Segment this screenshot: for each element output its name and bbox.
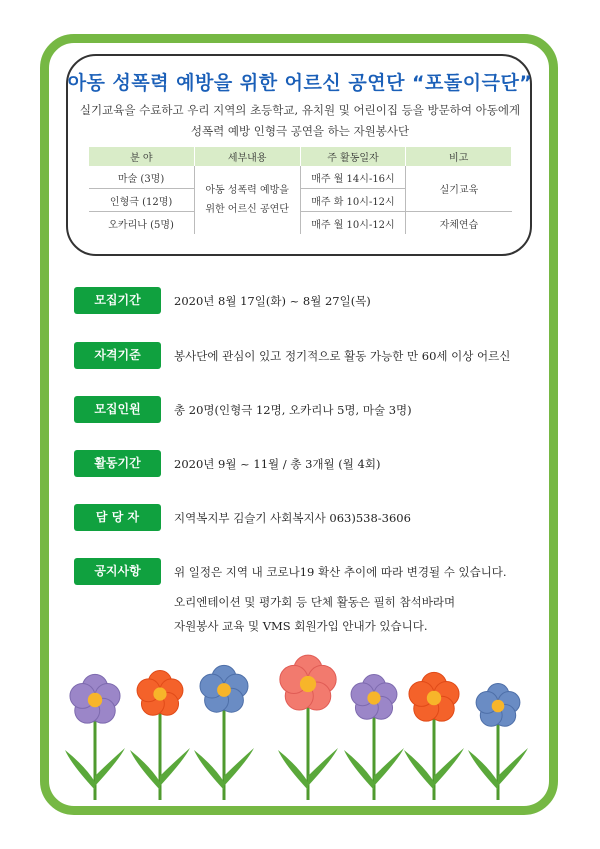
field-cell: 오카리나 (5명) [108, 219, 174, 231]
flower-illustrations [58, 650, 542, 810]
flower-leaf [278, 750, 308, 790]
flower-leaf [468, 750, 498, 790]
flower-leaf [308, 748, 338, 786]
flower-row [65, 655, 528, 800]
flower-leaf [95, 748, 125, 786]
flower-leaf [498, 748, 528, 786]
detail-text: 아동 성폭력 예방을 위한 어르신 공연단 [205, 185, 289, 215]
flower-center [300, 676, 316, 692]
subtitle-line: 성폭력 예방 인형극 공연을 하는 자원봉사단 [190, 124, 410, 138]
section-value: 2020년 9월 ~ 11월 / 총 3개월 (월 4회) [174, 457, 381, 471]
subtitle [74, 100, 526, 142]
flower-center [153, 687, 166, 700]
page-title: 아동 성폭력 예방을 위한 어르신 공연단 “포돌이극단” [67, 72, 533, 94]
section-value: 봉사단에 관심이 있고 정기적으로 활동 가능한 만 60세 이상 어르신 [174, 349, 511, 363]
section-badge: 담 당 자 [74, 504, 161, 531]
flower-center [492, 700, 505, 713]
note-cell: 자체연습 [406, 212, 512, 235]
table-header: 비고 [406, 147, 512, 166]
field-cell: 인형극 (12명) [89, 189, 195, 212]
activity-table [88, 147, 512, 234]
flower-leaf [404, 750, 434, 790]
flower-leaf [194, 750, 224, 790]
flower-center [217, 683, 231, 697]
section-badge: 공지사항 [74, 558, 161, 585]
flower-leaf [130, 750, 160, 790]
table-row [89, 212, 512, 235]
section-badge: 자격기준 [74, 342, 161, 369]
flower-leaf [160, 748, 190, 786]
section-value: 위 일정은 지역 내 코로나19 확산 추이에 따라 변경될 수 있습니다. [174, 565, 507, 579]
flower-center [367, 691, 380, 704]
flower-leaf [434, 748, 464, 786]
note-cell: 실기교육 [406, 166, 512, 212]
flower-leaf [65, 750, 95, 790]
date-cell: 매주 월 14시-16시 [300, 166, 406, 189]
subtitle-line: 실기교육을 수료하고 우리 지역의 초등학교, 유치원 및 어린이집 등을 방문하여 아동에게 [79, 103, 521, 117]
section-value: 지역복지부 김슬기 사회복지사 063)538-3606 [174, 511, 411, 525]
flower-leaf [374, 748, 404, 786]
table-header: 주 활동일자 [300, 147, 406, 166]
date-cell: 매주 월 10시-12시 [300, 212, 406, 235]
table-header: 세부내용 [194, 147, 300, 166]
section-value: 2020년 8월 17일(화) ~ 8월 27일(목) [174, 294, 371, 308]
field-cell: 마술 (3명) [89, 166, 195, 189]
section-badge: 모집기간 [74, 287, 161, 314]
table-row [89, 166, 512, 189]
section-badge: 모집인원 [74, 396, 161, 423]
date-cell: 매주 화 10시-12시 [300, 189, 406, 212]
section-value: 자원봉사 교육 및 VMS 회원가입 안내가 있습니다. [174, 619, 428, 633]
flower-center [427, 691, 441, 705]
flower-center [88, 693, 102, 707]
detail-cell [194, 166, 300, 234]
section-value: 총 20명(인형극 12명, 오카리나 5명, 마술 3명) [174, 403, 412, 417]
flower-leaf [224, 748, 254, 786]
section-badge: 활동기간 [74, 450, 161, 477]
table-header-row [89, 147, 512, 166]
section-value: 오리엔테이션 및 평가회 등 단체 활동은 필히 참석바라며 [174, 595, 456, 609]
table-header: 분 야 [89, 147, 195, 166]
flower-leaf [344, 750, 374, 790]
